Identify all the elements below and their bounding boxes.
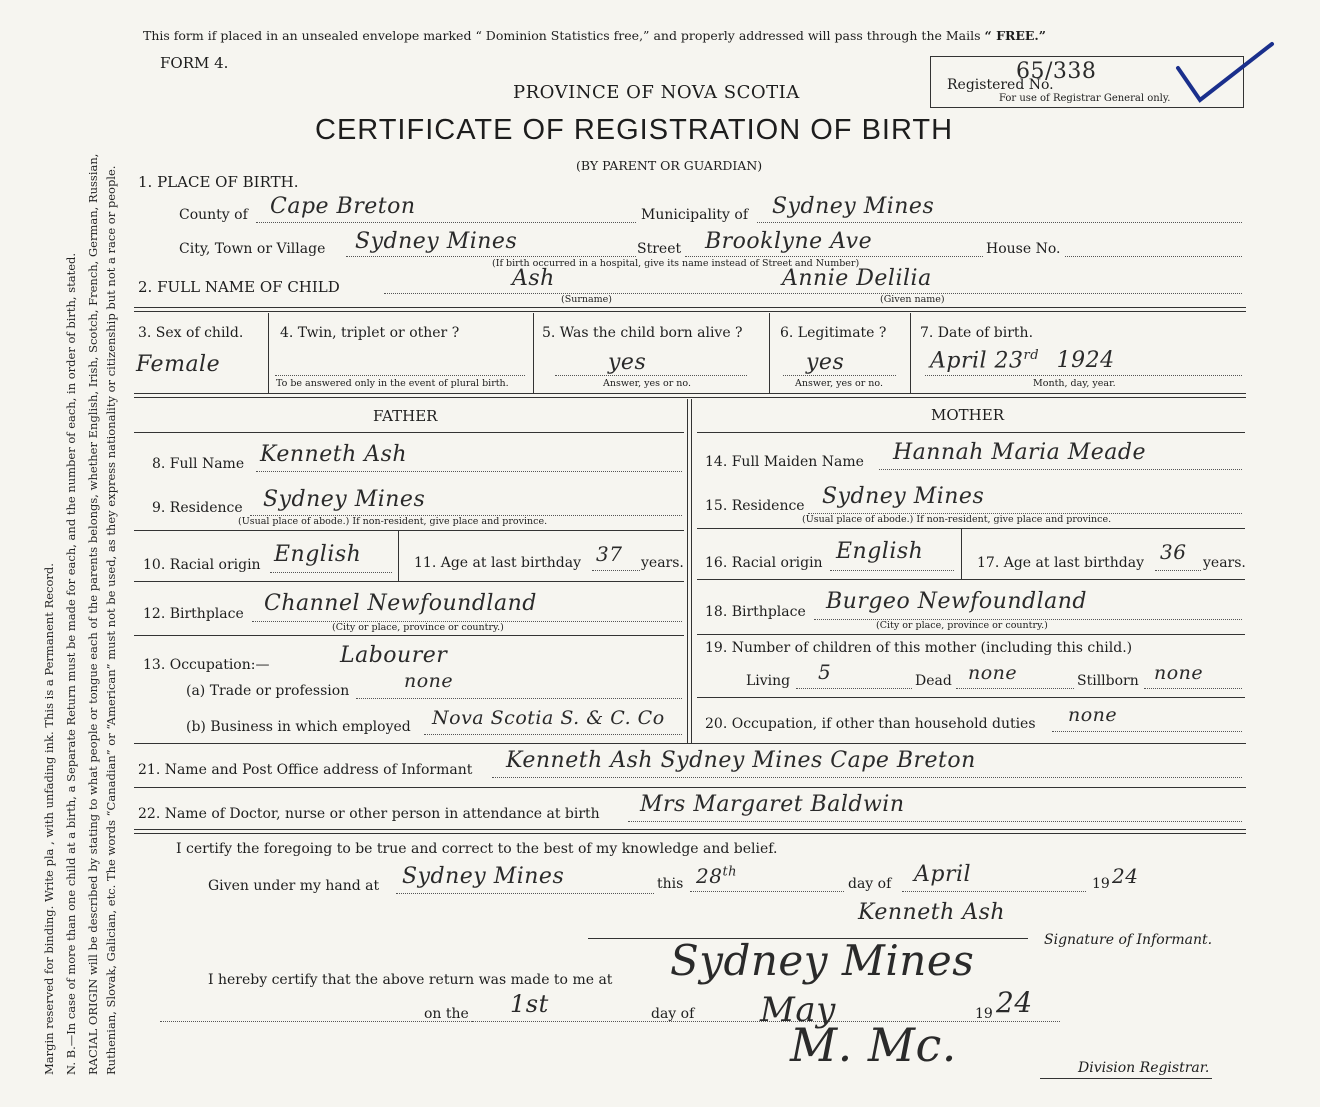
doctor-label: 22. Name of Doctor, nurse or other person in attendance at birth — [138, 806, 600, 822]
father-birthplace-note: (City or place, province or country.) — [332, 622, 504, 633]
father-residence-note: (Usual place of abode.) If non-resident, give place and province. — [238, 516, 548, 527]
mother-occupation-value: none — [1068, 704, 1118, 726]
mail-notice: This form if placed in an unsealed envelope marked “ Dominion Statistics free,” and properly addressed will pass through the Mails “ FREE.” — [143, 28, 1046, 43]
dob-note: Month, day, year. — [1033, 378, 1116, 389]
father-age-value: 37 — [596, 542, 623, 566]
father-age-label: 11. Age at last birthday — [414, 555, 582, 571]
father-years-label: years. — [641, 555, 684, 571]
mother-living-value: 5 — [818, 660, 832, 684]
mother-name-label: 14. Full Maiden Name — [705, 454, 864, 470]
alive-value: yes — [608, 350, 647, 375]
informant-signature: Kenneth Ash — [858, 900, 1006, 925]
certify-year-value: 24 — [1112, 864, 1139, 888]
father-name-value: Kenneth Ash — [260, 442, 408, 467]
province-heading: PROVINCE OF NOVA SCOTIA — [513, 82, 800, 103]
informant-signature-caption: Signature of Informant. — [1044, 932, 1213, 948]
mother-age-label: 17. Age at last birthday — [977, 555, 1145, 571]
mother-stillborn-label: Stillborn — [1077, 673, 1139, 689]
mother-birthplace-note: (City or place, province or country.) — [876, 620, 1048, 631]
mother-occupation-label: 20. Occupation, if other than household duties — [705, 716, 1036, 732]
father-trade-label: (a) Trade or profession — [186, 683, 350, 699]
mother-heading: MOTHER — [931, 406, 1004, 424]
registrar-statement: I hereby certify that the above return was made to me at — [208, 972, 613, 988]
mother-race-label: 16. Racial origin — [705, 555, 823, 571]
registrar-day-value: 1st — [510, 990, 549, 1018]
certify-year-prefix: 19 — [1092, 876, 1110, 892]
father-business-value: Nova Scotia S. & C. Co — [432, 707, 665, 729]
page-title: CERTIFICATE OF REGISTRATION OF BIRTH — [315, 114, 954, 146]
certify-place-value: Sydney Mines — [402, 864, 565, 889]
form-number: FORM 4. — [160, 54, 229, 72]
mother-dead-value: none — [968, 662, 1018, 684]
given-name-caption: (Given name) — [880, 294, 945, 305]
father-trade-value: none — [404, 670, 454, 692]
place-of-birth-label: 1. PLACE OF BIRTH. — [138, 173, 299, 191]
given-under-hand-label: Given under my hand at — [208, 878, 380, 894]
alive-label: 5. Was the child born alive ? — [542, 325, 743, 341]
mother-children-label: 19. Number of children of this mother (including this child.) — [705, 640, 1133, 656]
registrar-on-the-label: on the — [424, 1006, 469, 1022]
father-race-value: English — [274, 542, 362, 567]
child-given-name-value: Annie Delilia — [782, 266, 932, 291]
city-value: Sydney Mines — [355, 229, 518, 254]
father-business-label: (b) Business in which employed — [186, 719, 411, 735]
father-name-label: 8. Full Name — [152, 456, 245, 472]
father-occupation-value: Labourer — [340, 643, 448, 668]
street-label: Street — [637, 241, 682, 257]
hospital-note: (If birth occurred in a hospital, give its name instead of Street and Number) — [492, 258, 860, 269]
registrar-year-value: 24 — [996, 986, 1033, 1019]
twin-label: 4. Twin, triplet or other ? — [280, 325, 460, 341]
checkmark-icon — [1170, 38, 1280, 108]
mother-living-label: Living — [746, 673, 791, 689]
registrar-month-value: May — [760, 990, 836, 1030]
certify-day-value: 28th — [696, 864, 738, 888]
registered-label: Registered No. — [947, 77, 1054, 93]
child-surname-value: Ash — [512, 266, 555, 291]
informant-value: Kenneth Ash Sydney Mines Cape Breton — [506, 748, 976, 773]
margin-note-racial-origin-2: Ruthenian, Slovak, Galician, etc. The words “Canadian” or “American” must not be used, as they express nationality or citizenship but not a race or people. — [104, 165, 118, 1075]
twin-note: To be answered only in the event of plural birth. — [276, 378, 509, 389]
mother-years-label: years. — [1203, 555, 1246, 571]
mother-dead-label: Dead — [915, 673, 952, 689]
certify-statement: I certify the foregoing to be true and correct to the best of my knowledge and belief. — [176, 841, 778, 857]
street-value: Brooklyne Ave — [705, 229, 873, 254]
registrar-note: For use of Registrar General only. — [999, 93, 1171, 104]
house-number-label: House No. — [986, 241, 1061, 257]
registered-number: 65/338 — [1016, 59, 1097, 84]
mother-birthplace-value: Burgeo Newfoundland — [826, 589, 1088, 614]
dob-label: 7. Date of birth. — [920, 325, 1034, 341]
informant-label: 21. Name and Post Office address of Informant — [138, 762, 473, 778]
child-name-label: 2. FULL NAME OF CHILD — [138, 278, 340, 296]
mother-name-value: Hannah Maria Meade — [893, 440, 1146, 465]
sex-value: Female — [136, 352, 221, 377]
legitimate-note: Answer, yes or no. — [795, 378, 884, 389]
mother-residence-label: 15. Residence — [705, 498, 805, 514]
sex-label: 3. Sex of child. — [138, 325, 244, 341]
county-value: Cape Breton — [270, 194, 416, 219]
margin-note-multiple-births: N. B.—In case of more than one child at a birth, a Separate Return must be made for each, and the number of each, in order of birth, stated. — [64, 252, 78, 1075]
father-residence-value: Sydney Mines — [263, 487, 426, 512]
margin-note-racial-origin-1: RACIAL ORIGIN will be described by stating to what people or tongue each of the parents belongs, whether English, Irish, Scotch, French, German, Russian, — [86, 153, 100, 1075]
mother-stillborn-value: none — [1154, 662, 1204, 684]
mother-birthplace-label: 18. Birthplace — [705, 604, 806, 620]
legitimate-label: 6. Legitimate ? — [780, 325, 887, 341]
mother-residence-value: Sydney Mines — [822, 484, 985, 509]
registrar-place-value: Sydney Mines — [670, 936, 975, 985]
registrar-year-prefix: 19 — [975, 1006, 993, 1022]
father-race-label: 10. Racial origin — [143, 557, 261, 573]
mother-age-value: 36 — [1160, 540, 1187, 564]
certify-month-value: April — [914, 862, 972, 887]
legitimate-value: yes — [806, 350, 845, 375]
mother-residence-note: (Usual place of abode.) If non-resident, give place and province. — [802, 514, 1112, 525]
registrar-signature-caption: Division Registrar. — [1078, 1060, 1210, 1076]
certify-this-label: this — [657, 876, 684, 892]
father-birthplace-value: Channel Newfoundland — [264, 591, 537, 616]
father-birthplace-label: 12. Birthplace — [143, 606, 244, 622]
dob-value: April 23rd 1924 — [930, 348, 1115, 374]
father-residence-label: 9. Residence — [152, 500, 243, 516]
page-subtitle: (BY PARENT OR GUARDIAN) — [576, 158, 763, 173]
mother-race-value: English — [836, 539, 924, 564]
father-occupation-label: 13. Occupation:— — [143, 657, 270, 673]
municipality-label: Municipality of — [641, 207, 749, 223]
surname-caption: (Surname) — [561, 294, 612, 305]
margin-note-binding: Margin reserved for binding. Write pla , with unfading ink. This is a Permanent Record. — [42, 563, 56, 1075]
city-label: City, Town or Village — [179, 241, 326, 257]
doctor-value: Mrs Margaret Baldwin — [640, 792, 905, 817]
registrar-signature: M. Mc. — [790, 1018, 957, 1072]
father-heading: FATHER — [373, 407, 438, 425]
alive-note: Answer, yes or no. — [603, 378, 692, 389]
municipality-value: Sydney Mines — [772, 194, 935, 219]
county-label: County of — [179, 207, 248, 223]
certify-day-of-label: day of — [848, 876, 892, 892]
registrar-day-of-label: day of — [651, 1006, 695, 1022]
